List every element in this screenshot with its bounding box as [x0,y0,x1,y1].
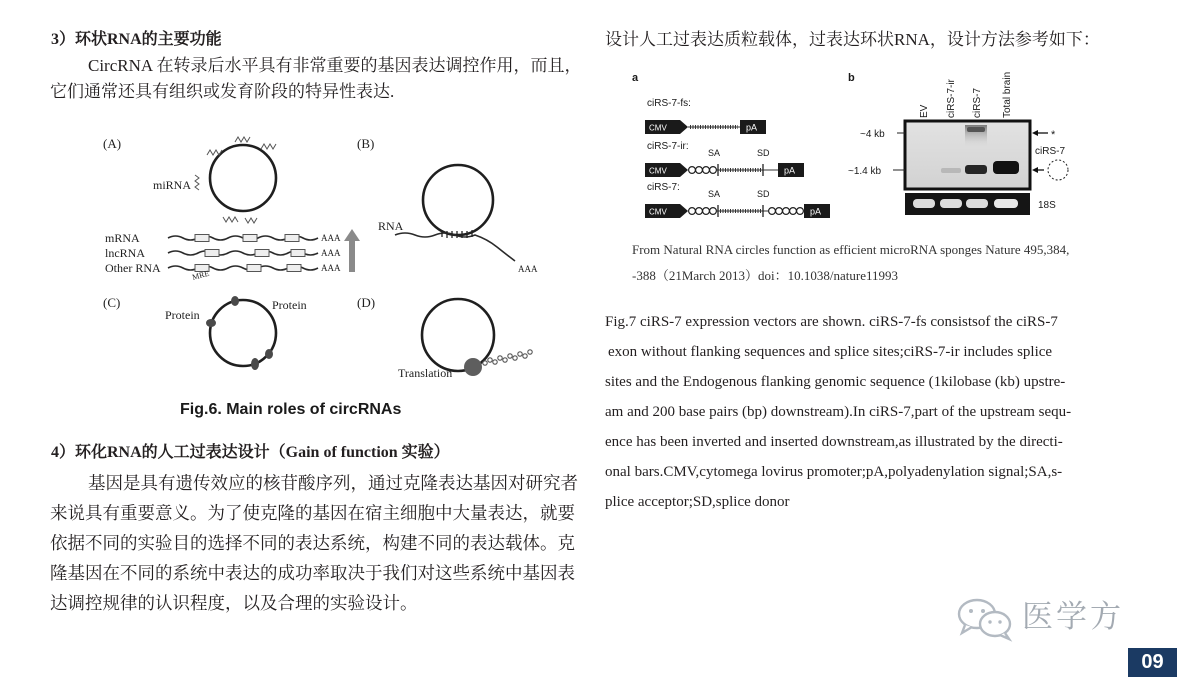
circle-rna-icon [1048,160,1068,180]
logo-text: 医学方 [1022,599,1124,635]
protein-label: Protein [165,308,200,322]
paragraph-line: 隆基因在不同的系统中表达的成功率取决于我们对这些系统中基因表 [50,563,575,583]
up-arrow-icon [344,229,360,272]
pa-label: pA [810,206,822,217]
paragraph-line: 它们通常还具有组织或发育阶段的特异性表达. [50,82,395,101]
caption-line: am and 200 base pairs (bp) downstream).In ciRS-7,part of the upstream sequ- [605,404,1072,420]
rna-label: RNA [378,219,404,233]
sa-label: SA [708,148,721,158]
paragraph-line: CircRNA 在转录后水平具有非常重要的基因表达调控作用，而且， [88,56,582,75]
mirna-label: miRNA [153,178,192,192]
paragraph-line: 基因是具有遗传效应的核苷酸序列，通过克隆表达基因对研究者 [88,473,578,493]
arrow-left-icon [1032,167,1044,173]
caption-line: onal bars.CMV,cytomega lovirus promoter;pA,polyadenylation signal;SA,s- [605,464,1063,480]
paragraph-line: 达调控规律的认识程度，以及合理的实验设计。 [50,593,418,613]
citation-line: -388（21March 2013）doi：10.1038/nature11993 [632,268,898,283]
construct-cirs7-ir [645,163,804,177]
cmv-promoter-label: CMV [649,207,667,217]
circrna-ring-d [422,299,494,371]
figure-7-citation [632,237,1069,289]
size-marker-4kb: ~4 kb [860,129,885,140]
paragraph-line: 依据不同的实验目的选择不同的表达系统，构建不同的表达载体。克 [50,533,575,553]
asterisk-mark: * [1051,129,1056,141]
figure-7-caption [605,307,1071,517]
citation-line: From Natural RNA circles function as efficient microRNA sponges Nature 495,384, [632,242,1070,257]
section-4-heading: 4）环化RNA的人工过表达设计（Gain of function 实验） [51,444,450,461]
panel-b-label: b [848,72,855,84]
circrna-ring-a [210,145,276,211]
panel-b-label: (B) [357,136,375,151]
construct-cirs7 [645,204,830,218]
section-3-paragraph [50,53,581,105]
paragraph-line: 来说具有重要意义。为了使克隆的基因在宿主细胞中大量表达，就要 [50,503,575,523]
ribosome-icon [464,358,482,376]
sd-label: SD [757,148,770,158]
poly-a-label: AAA [321,233,341,243]
binding-marks [442,230,472,238]
panel-a-label: (A) [103,136,122,151]
lane-label: EV [919,104,930,118]
poly-a-label: AAA [518,264,538,274]
poly-a-label: AAA [321,248,341,258]
caption-line: ence has been inverted and inserted downstream,as illustrated by the directi- [605,434,1063,450]
section-4-paragraph [50,468,578,618]
caption-line: exon without flanking sequences and splice sites;ciRS-7-ir includes splice [608,344,1053,360]
pa-label: pA [784,165,796,176]
panel-a-label: a [632,72,639,84]
lncrna-label: lncRNA [105,246,145,260]
caption-line: plice acceptor;SD,splice donor [605,494,790,510]
protein-label: Protein [272,298,307,312]
sa-label: SA [708,189,721,199]
size-marker-1-4kb: ~1.4 kb [848,166,882,177]
wechat-icon [955,596,1017,642]
18s-label: 18S [1038,200,1056,211]
caption-line: sites and the Endogenous flanking genomic sequence (1kilobase (kb) upstre- [605,374,1066,390]
cmv-promoter-label: CMV [649,166,667,176]
panel-d-label: (D) [357,295,376,310]
construct-cirs7-fs [645,120,766,134]
lane-label: ciRS-7 [972,87,983,118]
northern-blot [905,121,1030,189]
page-number-box [1128,648,1177,677]
loading-control-blot [905,193,1030,215]
caption-line: Fig.7 ciRS-7 expression vectors are shown. ciRS-7-fs consistsof the ciRS-7 [605,314,1058,330]
figure-7-expression-vectors [620,65,1080,230]
section-3-heading: 3）环状RNA的主要功能 [51,31,222,48]
lane-label: Total brain [1002,71,1013,118]
sd-label: SD [757,189,770,199]
construct-name: ciRS-7: [647,182,680,193]
construct-name: ciRS-7-ir: [647,141,689,152]
poly-a-label: AAA [321,263,341,273]
mre-label: MRE [191,268,211,282]
construct-name: ciRS-7-fs: [647,98,691,109]
figure-6-circrna-roles [95,125,565,400]
panel-c-label: (C) [103,295,121,310]
arrow-left-icon [1032,130,1048,136]
cirs7-band-label: ciRS-7 [1035,146,1066,157]
page-number: 09 [1141,651,1164,673]
circrna-ring-b [423,165,493,235]
design-intro: 设计人工过表达质粒载体，过表达环状RNA，设计方法参考如下： [605,30,1100,49]
cmv-promoter-label: CMV [649,123,667,133]
mrna-label: mRNA [105,231,140,245]
translation-label: Translation [398,366,453,380]
lane-label: ciRS-7-ir [946,79,957,118]
target-rna-strand [395,233,515,261]
pa-label: pA [746,122,758,133]
other-rna-label: Other RNA [105,261,161,275]
figure-6-caption: Fig.6. Main roles of circRNAs [180,401,402,418]
